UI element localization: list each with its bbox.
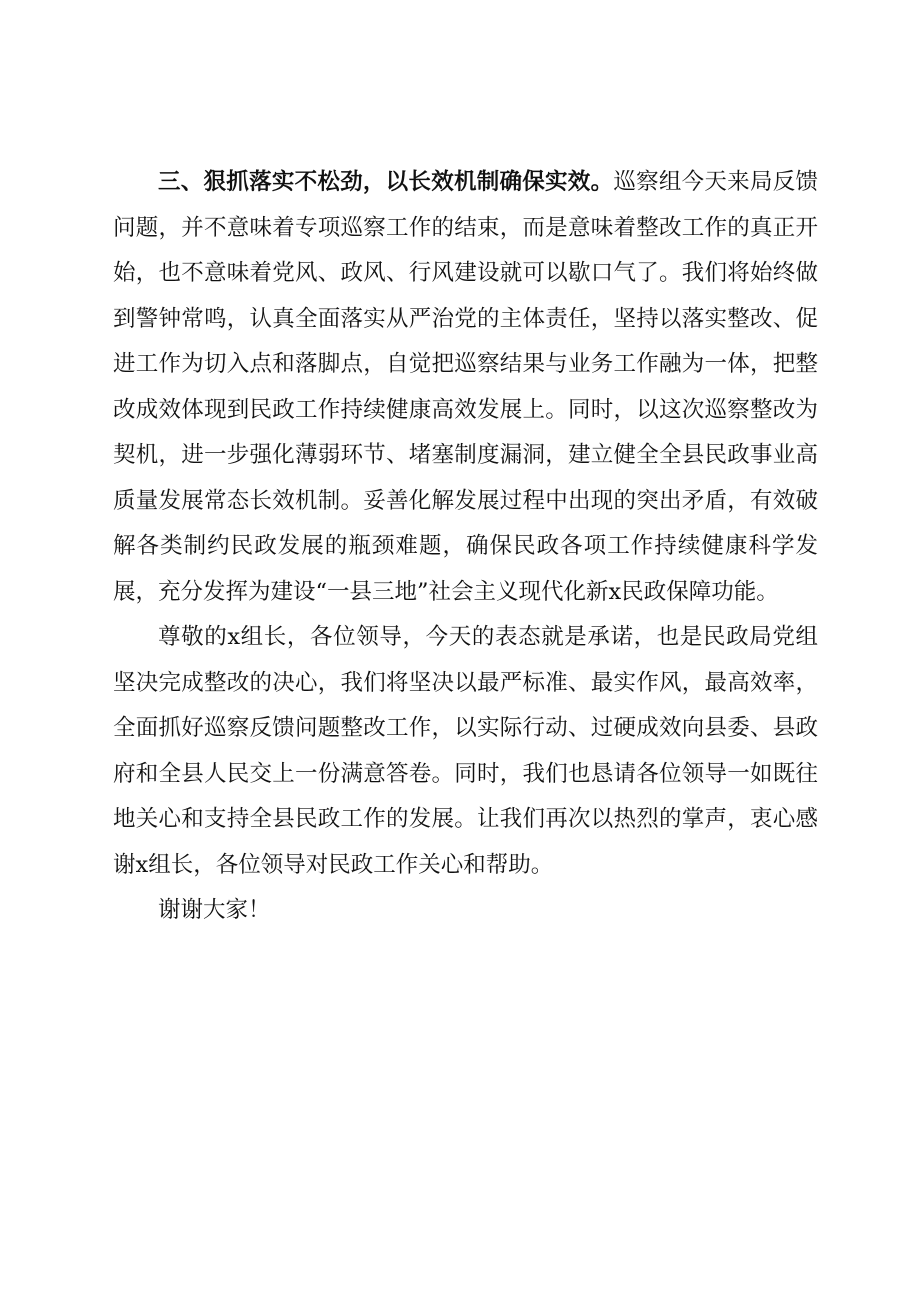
paragraph-closing-pledge: 尊敬的x组长，各位领导，今天的表态就是承诺，也是民政局党组坚决完成整改的决心，我们将坚决以最严标准、最实作风，最高效率，全面抓好巡察反馈问题整改工作，以实际行动、过硬成效向县委、县政府和全县人民交上一份满意答卷。同时，我们也恳请各位领导一如既往地关心和支持全县民政工作的发展。让我们再次以热烈的掌声，衷心感谢x组长，各位领导对民政工作关心和帮助。: [113, 624, 818, 878]
document-body: [113, 160, 818, 934]
paragraph-thanks: 谢谢大家！: [158, 897, 271, 923]
paragraph-section-three: [113, 160, 818, 615]
section-heading: 三、狠抓落实不松劲，以长效机制确保实效。: [158, 169, 614, 195]
section-body-text: 巡察组今天来局反馈问题，并不意味着专项巡察工作的结束，而是意味着整改工作的真正开始，也不意味着党风、政风、行风建设就可以歇口气了。我们将始终做到警钟常鸣，认真全面落实从严治党的主体责任，坚持以落实整改、促进工作为切入点和落脚点，自觉把巡察结果与业务工作融为一体，把整改成效体现到民政工作持续健康高效发展上。同时，以这次巡察整改为契机，进一步强化薄弱环节、堵塞制度漏洞，建立健全全县民政事业高质量发展常态长效机制。妥善化解发展过程中出现的突出矛盾，有效破解各类制约民政发展的瓶颈难题，确保民政各项工作持续健康科学发展，充分发挥为建设“一县三地”社会主义现代化新x民政保障功能。: [113, 169, 818, 605]
